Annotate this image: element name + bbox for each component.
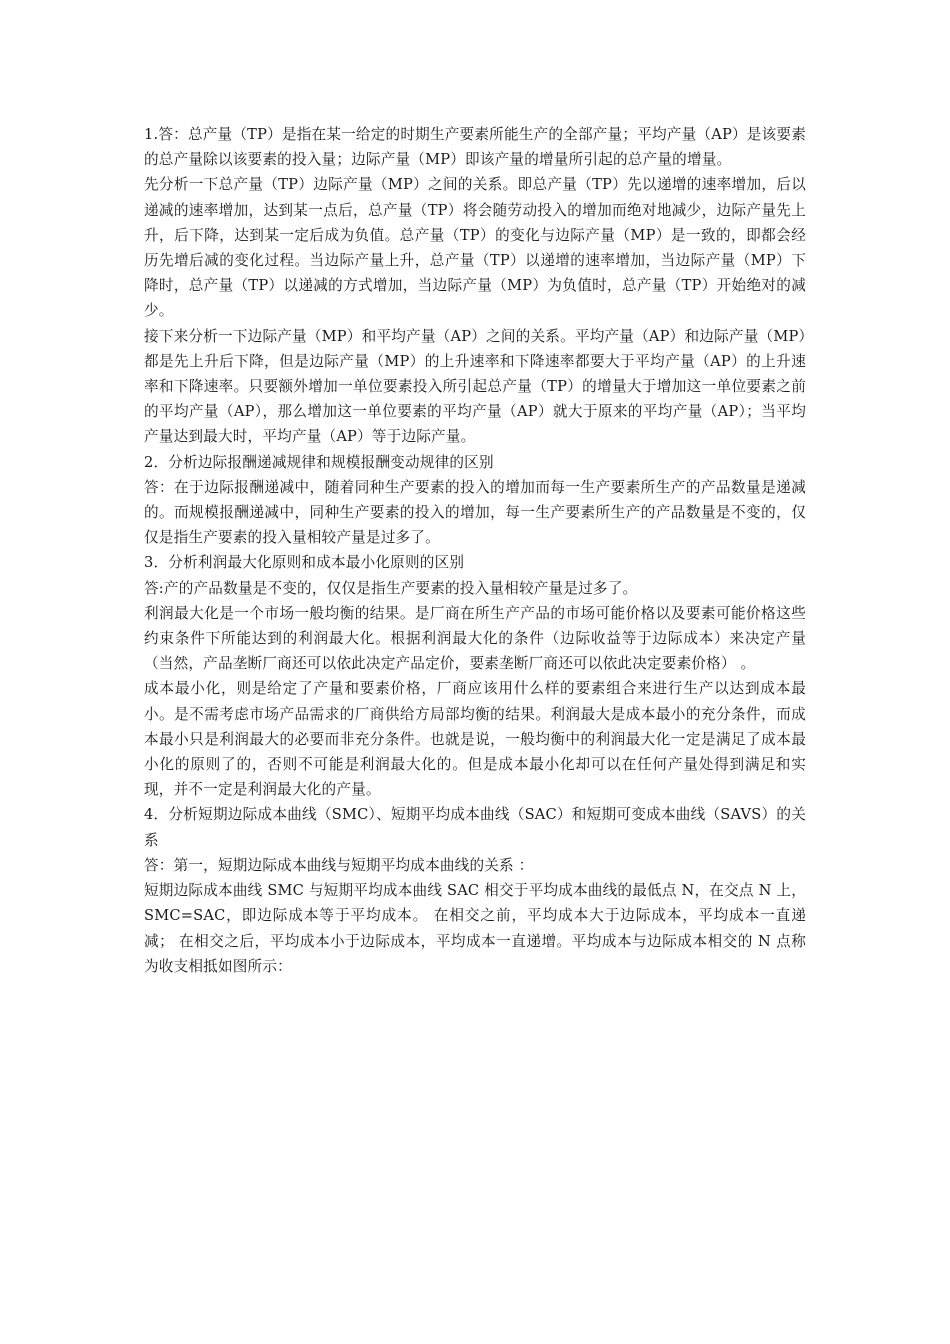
smc-sac-explanation: 短期边际成本曲线 SMC 与短期平均成本曲线 SAC 相交于平均成本曲线的最低点 N，在交点 N 上，SMC=SAC，即边际成本等于平均成本。 在相交之前，平均成本大于边际成本，平均成本一直递减； 在相交之后，平均成本小于边际成本，平均成本一直递增。平均成本与边际成本相交的 N 点称为收支相抵如图所示： <box>144 882 806 975</box>
question-4-heading: 4．分析短期边际成本曲线（SMC）、短期平均成本曲线（SAC）和短期可变成本曲线（SAVS）的关系 <box>144 806 806 849</box>
tp-mp-relationship: 先分析一下总产量（TP）边际产量（MP）之间的关系。即总产量（TP）先以递增的速率增加，后以递减的速率增加，达到某一点后，总产量（TP）将会随劳动投入的增加而绝对地减少，边际产量先上升，后下降，达到某一定后成为负值。总产量（TP）的变化与边际产量（MP）是一致的，即都会经历先增后减的变化过程。当边际产量上升，总产量（TP）以递增的速率增加，当边际产量（MP）下降时，总产量（TP）以递减的方式增加，当边际产量（MP）为负值时，总产量（TP）开始绝对的减少。 <box>144 176 806 320</box>
cost-minimization-paragraph: 成本最小化，则是给定了产量和要素价格，厂商应该用什么样的要素组合来进行生产以达到成本最小。是不需考虑市场产品需求的厂商供给方局部均衡的结果。利润最大是成本最小的充分条件，而成本最小只是利润最大的必要而非充分条件。也就是说，一般均衡中的利润最大化一定是满足了成本最小化的原则了的，否则不可能是利润最大化的。但是成本最小化却可以在任何产量处得到满足和实现，并不一定是利润最大化的产量。 <box>144 680 806 799</box>
document-page <box>144 122 806 979</box>
question-2-heading: 2．分析边际报酬递减规律和规模报酬变动规律的区别 <box>144 453 494 471</box>
answer-1-definitions: 1.答：总产量（TP）是指在某一给定的时期生产要素所能生产的全部产量；平均产量（AP）是该要素的总产量除以该要素的投入量；边际产量（MP）即该产量的增量所引起的总产量的增量。 <box>144 126 806 169</box>
answer-4-first-point: 答：第一，短期边际成本曲线与短期平均成本曲线的关系 ： <box>144 856 534 874</box>
mp-ap-relationship: 接下来分析一下边际产量（MP）和平均产量（AP）之间的关系。平均产量（AP）和边际产量（MP）都是先上升后下降，但是边际产量（MP）的上升速率和下降速率都要大于平均产量（AP）的上升速率和下降速率。只要额外增加一单位要素投入所引起总产量（TP）的增量大于增加这一单位要素之前的平均产量（AP），那么增加这一单位要素的平均产量（AP）就大于原来的平均产量（AP）；当平均产量达到最大时，平均产量（AP）等于边际产量。 <box>144 327 806 446</box>
answer-2: 答：在于边际报酬递减中，随着同种生产要素的投入的增加而每一生产要素所生产的产品数量是递减的。而规模报酬递减中，同种生产要素的投入的增加，每一生产要素所生产的产品数量是不变的，仅仅是指生产要素的投入量相较产量是过多了。 <box>144 478 806 547</box>
profit-maximization-paragraph: 利润最大化是一个市场一般均衡的结果。是厂商在所生产产品的市场可能价格以及要素可能价格这些约束条件下所能达到的利润最大化。根据利润最大化的条件（边际收益等于边际成本）来决定产量（当然，产品垄断厂商还可以依此决定产品定价，要素垄断厂商还可以依此决定要素价格） 。 <box>144 604 806 673</box>
question-3-heading: 3．分析利润最大化原则和成本最小化原则的区别 <box>144 554 465 572</box>
answer-3-intro: 答:产的产品数量是不变的，仅仅是指生产要素的投入量相较产量是过多了。 <box>144 579 638 597</box>
